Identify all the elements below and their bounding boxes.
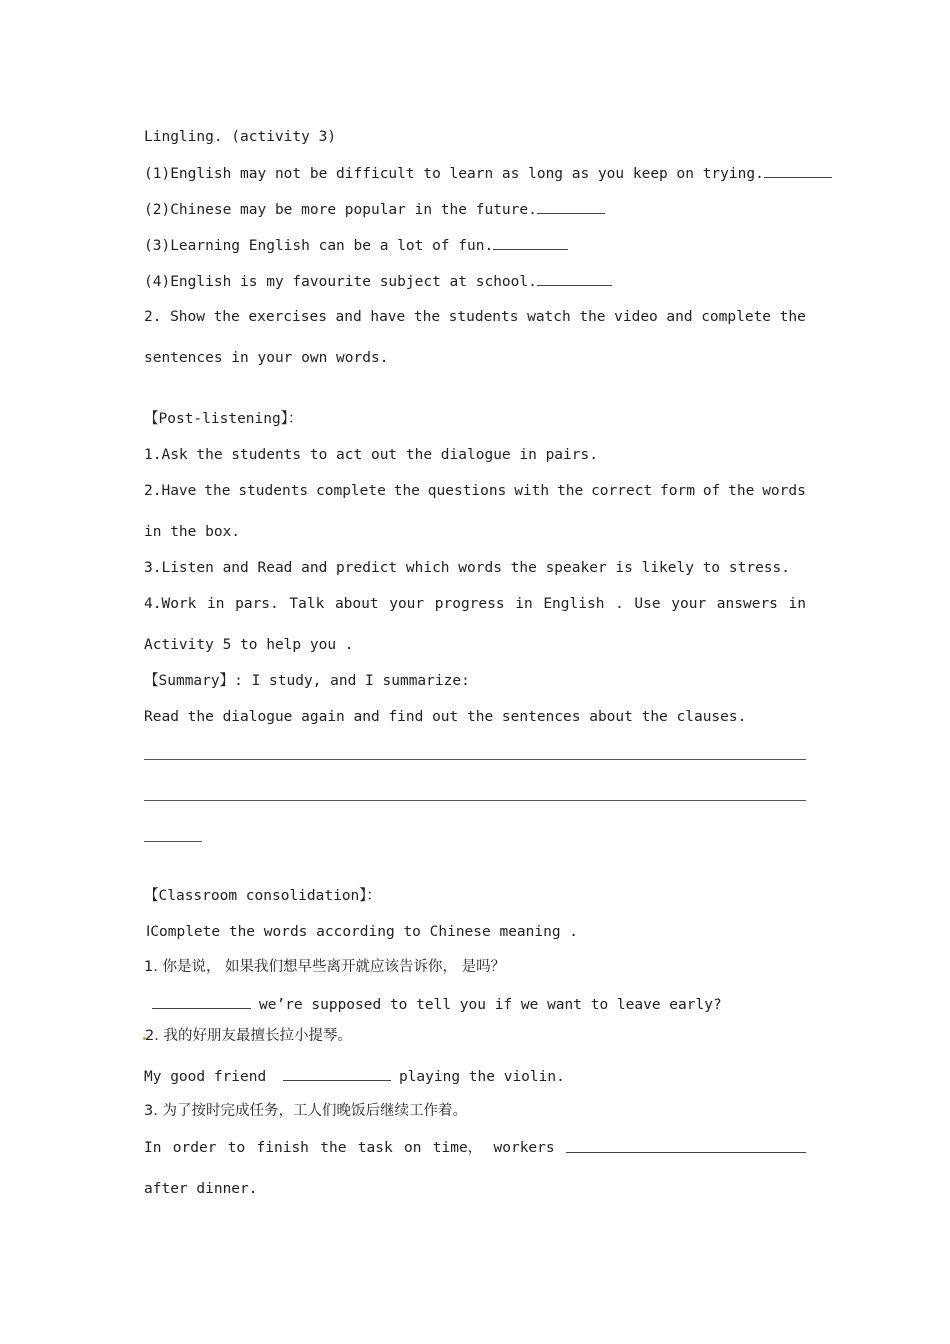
post-listening-item-2-line2: in the box. — [144, 524, 241, 540]
word: the — [320, 1140, 347, 1156]
question-3-chinese: 3. 为了按时完成任务，工人们晚饭后继续工作着。 — [144, 1103, 467, 1119]
summary-heading: 【Summary】: I study, and I summarize: — [144, 673, 470, 689]
answer-blank[interactable] — [764, 164, 832, 178]
answer-blank[interactable] — [493, 236, 568, 250]
statement-1 — [144, 164, 832, 183]
intro-line: Lingling. (activity 3) — [144, 129, 337, 145]
question-1-chinese: 1. 你是说， 如果我们想早些离开就应该告诉你， 是吗？ — [144, 959, 506, 975]
word: in — [207, 596, 225, 612]
step2-line1 — [144, 308, 806, 326]
word: answers — [716, 596, 778, 612]
word: the — [204, 483, 231, 499]
word: exercises — [248, 309, 327, 325]
question-2-text: 2. 我的好朋友最擅长拉小提琴。 — [145, 1028, 352, 1044]
word: words — [762, 483, 806, 499]
word: . — [615, 596, 624, 612]
answer-blank[interactable] — [283, 1067, 391, 1081]
step2-line2: sentences in your own words. — [144, 350, 389, 366]
word: time， — [432, 1140, 483, 1156]
word: the — [393, 483, 420, 499]
word: in — [515, 596, 533, 612]
word: Talk — [289, 596, 325, 612]
answer-blank[interactable] — [537, 200, 605, 214]
word: the — [413, 309, 441, 325]
answer-blank[interactable] — [537, 272, 612, 286]
word: about — [334, 596, 379, 612]
post-listening-heading: 【Post-listening】： — [144, 411, 303, 427]
writing-line[interactable] — [144, 759, 806, 760]
word: 4.Work — [144, 596, 197, 612]
question-1-english — [152, 995, 722, 1014]
word: workers — [493, 1140, 555, 1156]
question-2-chinese — [144, 1027, 352, 1045]
word: English — [543, 596, 605, 612]
word: watch — [527, 309, 571, 325]
word: 2. — [144, 309, 162, 325]
word: task — [357, 1140, 393, 1156]
question-2-part-a: My good friend — [144, 1069, 267, 1085]
statement-text: (3)Learning English can be a lot of fun. — [144, 238, 494, 254]
word: complete — [701, 309, 772, 325]
word: video — [614, 309, 658, 325]
word: on — [403, 1140, 422, 1156]
word: pars. — [235, 596, 279, 612]
word: the — [728, 483, 755, 499]
writing-line[interactable] — [144, 841, 202, 842]
statement-3 — [144, 236, 568, 255]
post-listening-item-1: 1.Ask the students to act out the dialogue in pairs. — [144, 447, 598, 463]
word: have — [370, 309, 406, 325]
word: and — [666, 309, 693, 325]
word: students — [448, 309, 519, 325]
word: your — [389, 596, 425, 612]
word: finish — [256, 1140, 309, 1156]
word: complete — [316, 483, 386, 499]
word: the — [213, 309, 240, 325]
word: in — [788, 596, 806, 612]
consolidation-part: ⅠComplete the words according to Chinese meaning . — [146, 924, 579, 940]
word: to — [227, 1140, 246, 1156]
word: order — [172, 1140, 217, 1156]
word: students — [238, 483, 309, 499]
consolidation-heading: 【Classroom consolidation】： — [144, 888, 382, 904]
word: with — [514, 483, 550, 499]
question-3-english-line2: after dinner. — [144, 1181, 258, 1197]
word: 2.Have — [144, 483, 197, 499]
question-2-english — [144, 1067, 565, 1086]
statement-text: (4)English is my favourite subject at school. — [144, 274, 537, 290]
word: the — [557, 483, 584, 499]
answer-blank[interactable] — [566, 1139, 806, 1153]
post-listening-item-3: 3.Listen and Read and predict which words the speaker is likely to stress. — [144, 560, 791, 576]
post-listening-item-2-line1 — [144, 482, 806, 500]
writing-line[interactable] — [144, 800, 806, 801]
word: Use — [634, 596, 661, 612]
post-listening-item-4-line2: Activity 5 to help you . — [144, 637, 354, 653]
word: correct — [591, 483, 653, 499]
word: questions — [427, 483, 507, 499]
word: your — [671, 596, 707, 612]
word: the — [779, 309, 806, 325]
word: progress — [434, 596, 505, 612]
word: of — [702, 483, 721, 499]
word: the — [579, 309, 606, 325]
summary-instruction: Read the dialogue again and find out the sentences about the clauses. — [144, 709, 747, 725]
question-1-text: we’re supposed to tell you if we want to leave early? — [259, 997, 722, 1013]
word: In — [144, 1140, 162, 1156]
word: and — [335, 309, 362, 325]
question-3-english-line1 — [144, 1139, 806, 1157]
question-2-part-b: playing the violin. — [398, 1069, 565, 1085]
statement-2 — [144, 200, 605, 219]
statement-text: (1)English may not be difficult to learn as long as you keep on trying. — [144, 166, 764, 182]
statement-text: (2)Chinese may be more popular in the future. — [144, 202, 537, 218]
post-listening-item-4-line1 — [144, 595, 806, 613]
statement-4 — [144, 272, 612, 291]
word: form — [660, 483, 695, 499]
word: Show — [170, 309, 205, 325]
answer-blank[interactable] — [152, 995, 251, 1009]
